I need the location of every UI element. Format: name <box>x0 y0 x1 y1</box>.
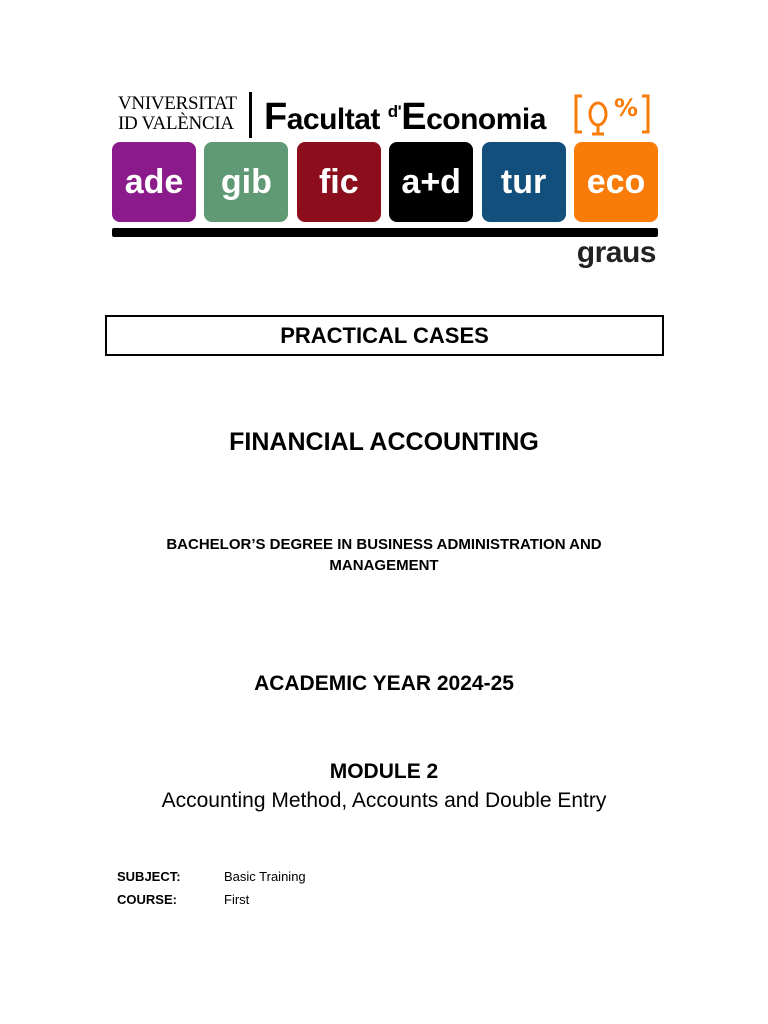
faculty-initial-f: F <box>264 96 287 138</box>
faculty-name <box>264 96 546 139</box>
degree-tile-aplusd: a+d <box>389 142 473 222</box>
academic-year: ACADEMIC YEAR 2024-25 <box>254 672 514 695</box>
degree-tile-tur: tur <box>482 142 566 222</box>
subject-label: SUBJECT: <box>117 869 181 884</box>
faculty-initial-e: E <box>401 96 427 138</box>
university-name-line1: VNIVERSITAT <box>118 93 237 114</box>
module-number: MODULE 2 <box>329 760 439 783</box>
course-row <box>117 892 249 907</box>
degree-name: BACHELOR’S DEGREE IN BUSINESS ADMINISTRATION AND MANAGEMENT <box>166 536 602 574</box>
university-logo <box>118 94 248 134</box>
emblem-percent-text: % <box>614 94 639 122</box>
faculty-d-prime: d' <box>387 102 402 121</box>
logo-divider <box>249 92 252 138</box>
practical-cases-box <box>105 315 664 356</box>
practical-cases-title: PRACTICAL CASES <box>280 322 489 348</box>
course-label: COURSE: <box>117 892 177 907</box>
subject-value: Basic Training <box>224 869 306 884</box>
module-subtitle: Accounting Method, Accounts and Double Entry <box>161 789 607 812</box>
degree-tile-eco: eco <box>574 142 658 222</box>
degree-tile-fic: fic <box>297 142 381 222</box>
egg-percent-icon <box>574 92 650 136</box>
subject-row <box>117 869 306 884</box>
faculty-word2: conomia <box>426 103 546 136</box>
course-value: First <box>224 892 250 907</box>
course-title: FINANCIAL ACCOUNTING <box>229 428 539 456</box>
graus-label: graus <box>576 236 656 269</box>
university-name-line2: ID VALÈNCIA <box>118 113 234 134</box>
faculty-word1: acultat <box>286 103 380 136</box>
degree-tile-ade: ade <box>112 142 196 222</box>
faculty-logo <box>112 90 658 270</box>
degree-tiles <box>112 142 658 222</box>
degree-tile-gib: gib <box>204 142 288 222</box>
